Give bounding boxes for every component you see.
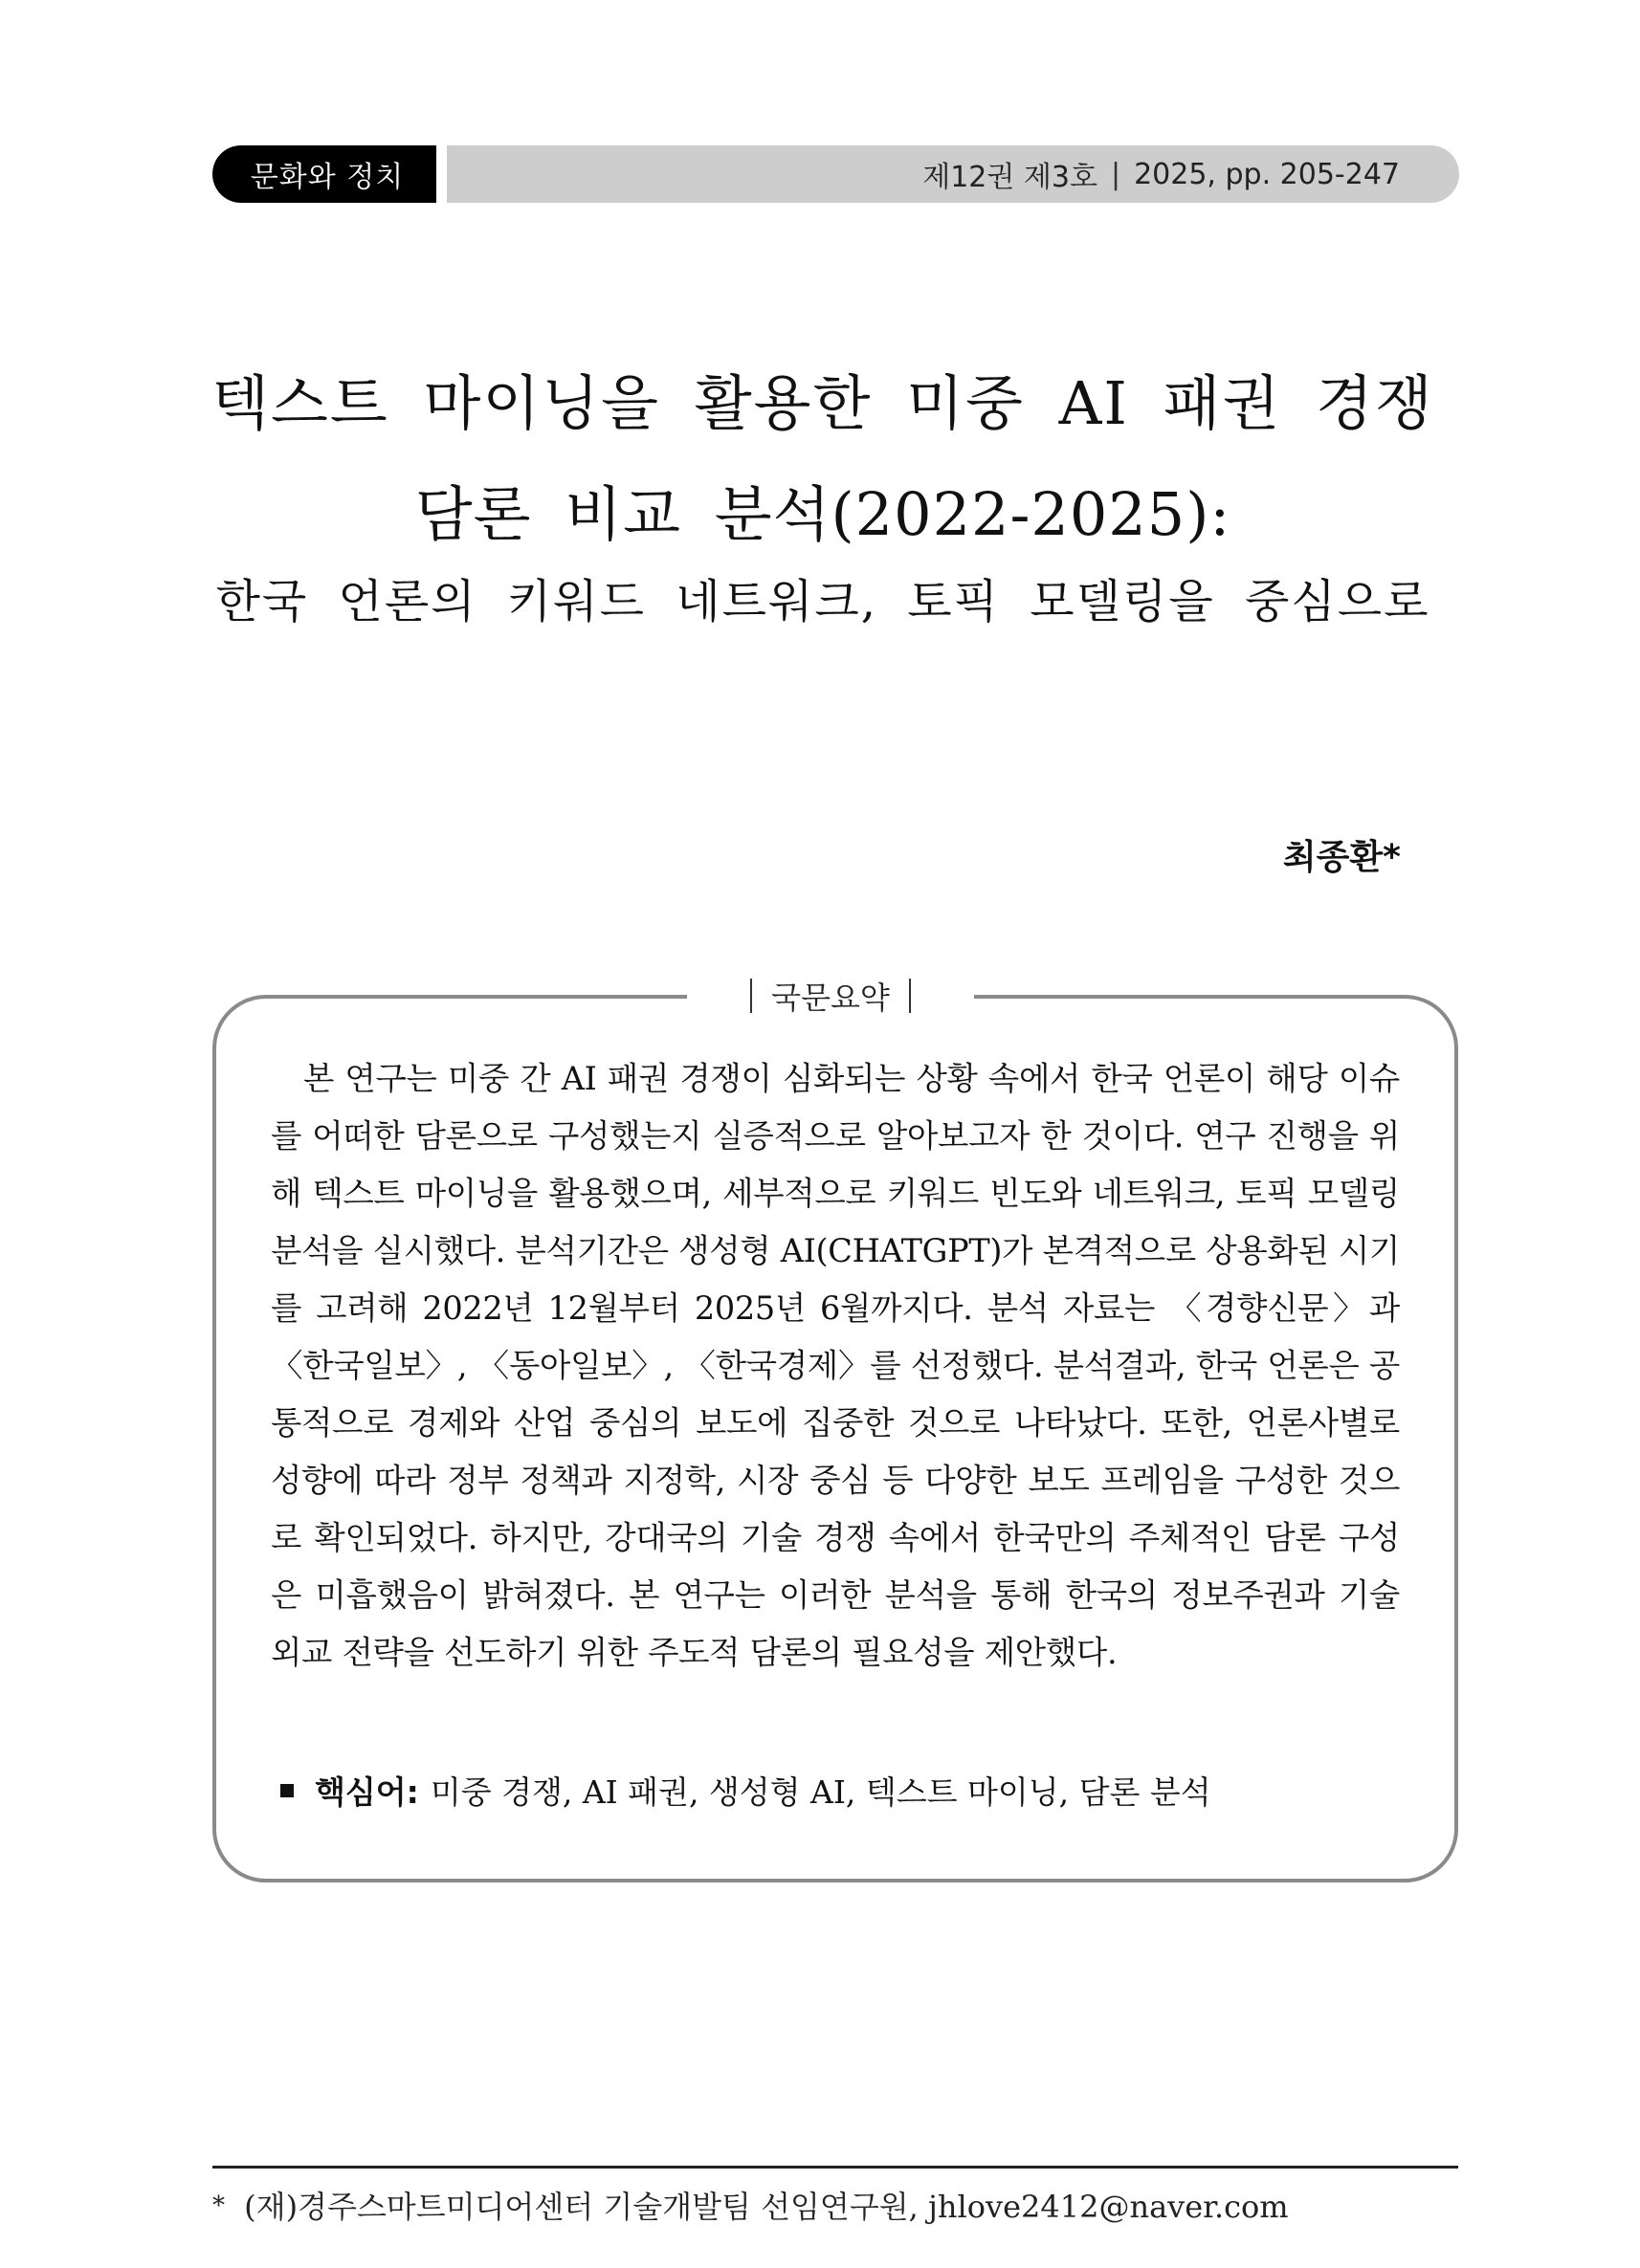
paper-title-line-1: 텍스트 마이닝을 활용한 미중 AI 패권 경쟁 (211, 368, 1434, 438)
square-bullet-icon (280, 1784, 294, 1797)
year-pages: 2025, pp. 205-247 (1134, 157, 1400, 191)
volume-issue: 제12권 제3호 (922, 161, 1097, 194)
header-separator: | (1110, 157, 1121, 191)
keywords-values: 미중 경쟁, AI 패권, 생성형 AI, 텍스트 마이닝, 담론 분석 (430, 1773, 1211, 1811)
paper-title-line-2: 담론 비교 분석(2022-2025): (414, 479, 1231, 549)
journal-name: 문화와 정치 (250, 161, 405, 194)
issue-info-bar (447, 145, 1459, 203)
label-divider-left (750, 979, 752, 1013)
footnote-text: (재)경주스마트미디어센터 기술개발팀 선임연구원, jhlove2412@naver.com (244, 2189, 1289, 2225)
author-name: 최종환* (1282, 838, 1401, 877)
paper-subtitle: 한국 언론의 키워드 네트워크, 토픽 모델링을 중심으로 (215, 575, 1430, 628)
abstract-body: 본 연구는 미중 간 AI 패권 경쟁이 심화되는 상황 속에서 한국 언론이 해당 이슈를 어떠한 담론으로 구성했는지 실증적으로 알아보고자 한 것이다. 연구 진행을 위해 텍스트 마이닝을 활용했으며, 세부적으로 키워드 빈도와 네트워크, 토픽 모델링 분석을 실시했다. 분석기간은 생성형 AI(CHATGPT)가 본격적으로 상용화된 시기를 고려해 2022년 12월부터 2025년 6월까지다. 분석 자료는 〈경향신문〉과 〈한국일보〉, 〈동아일보〉, 〈한국경제〉를 선정했다. 분석결과, 한국 언론은 공통적으로 경제와 산업 중심의 보도에 집중한 것으로 나타났다. 또한, 언론사별로 성향에 따라 정부 정책과 지정학, 시장 중심 등 다양한 보도 프레임을 구성한 것으로 확인되었다. 하지만, 강대국의 기술 경쟁 속에서 한국만의 주체적인 담론 구성은 미흡했음이 밝혀졌다. 본 연구는 이러한 분석을 통해 한국의 정보주권과 기술 외교 전략을 선도하기 위한 주도적 담론의 필요성을 제안했다. (271, 1060, 1400, 1671)
footnote-divider (212, 2166, 1458, 2169)
journal-name-badge (212, 145, 436, 203)
footnote-mark: * (212, 2191, 225, 2220)
abstract-label: 국문요약 (687, 969, 974, 1023)
keywords-label: 핵심어: (315, 1773, 419, 1811)
author-footnote (212, 2183, 1289, 2227)
keywords (280, 1768, 1211, 1813)
label-divider-right (909, 979, 911, 1013)
